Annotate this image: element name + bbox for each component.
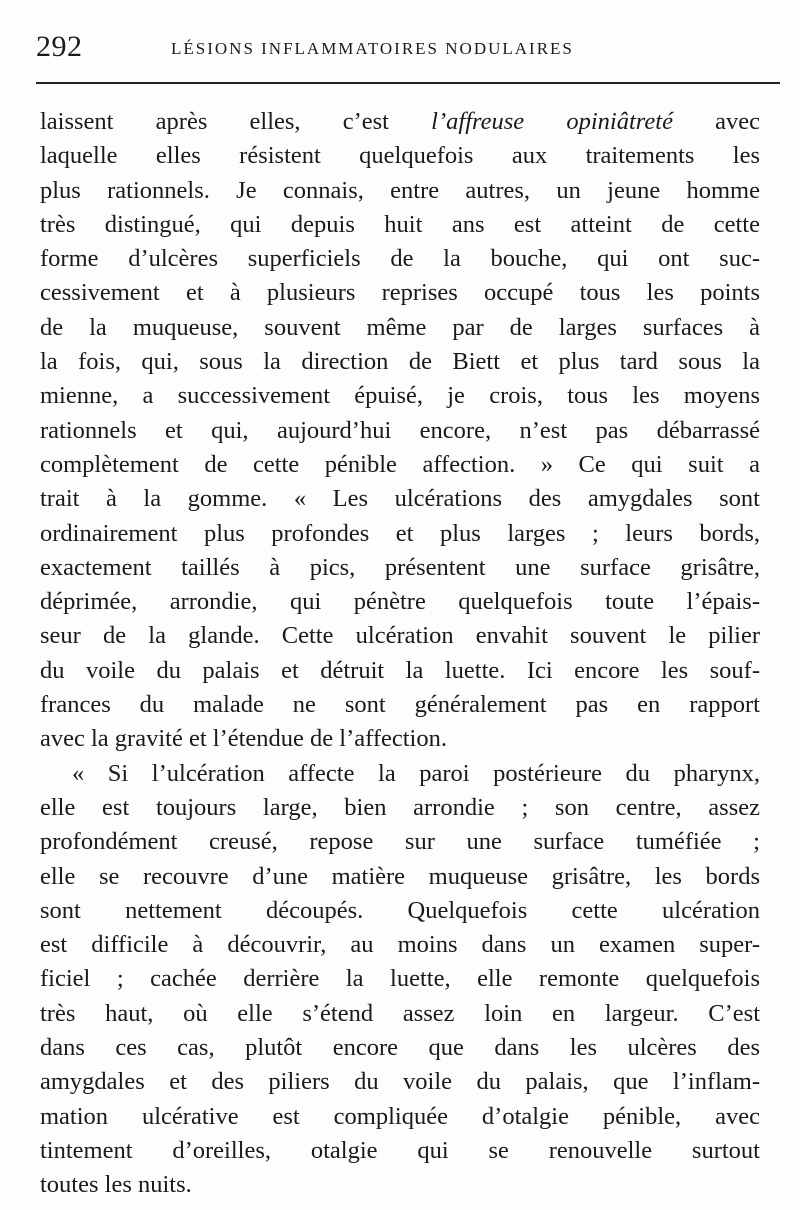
emphasis-text: l’affreuse opiniâtreté — [431, 108, 673, 135]
text-line: trait à la gomme. « Les ulcérations des amygdales sont — [40, 485, 760, 513]
text-line: tintement d’oreilles, otalgie qui se renouvelle surtout — [40, 1136, 760, 1164]
text-line: rationnels et qui, aujourd’hui encore, n’est pas débarrassé — [40, 416, 760, 444]
text-line: complètement de cette pénible affection. » Ce qui suit a — [40, 450, 760, 478]
running-head — [36, 30, 776, 70]
text-line: elle se recouvre d’une matière muqueuse grisâtre, les bords — [40, 862, 760, 890]
text-line: elle est toujours large, bien arrondie ; son centre, assez — [40, 793, 760, 821]
text-line: mienne, a successivement épuisé, je crois, tous les moyens — [40, 382, 760, 410]
text-line: toutes les nuits. — [40, 1171, 192, 1199]
text-line: profondément creusé, repose sur une surface tuméfiée ; — [40, 828, 760, 856]
text-line: ordinairement plus profondes et plus larges ; leurs bords, — [40, 519, 760, 547]
text-line: la fois, qui, sous la direction de Biett et plus tard sous la — [40, 348, 760, 376]
text-line: exactement taillés à pics, présentent une surface grisâtre, — [40, 553, 760, 581]
text-line: plus rationnels. Je connais, entre autres, un jeune homme — [40, 176, 760, 204]
text-line: ficiel ; cachée derrière la luette, elle remonte quelquefois — [40, 965, 760, 993]
text-line: amygdales et des piliers du voile du palais, que l’inflam- — [40, 1068, 760, 1096]
text-line: forme d’ulcères superficiels de la bouche, qui ont suc- — [40, 245, 760, 273]
text-line: seur de la glande. Cette ulcération envahit souvent le pilier — [40, 622, 760, 650]
text-line: mation ulcérative est compliquée d’otalgie pénible, avec — [40, 1102, 760, 1130]
running-title: LÉSIONS INFLAMMATOIRES NODULAIRES — [171, 39, 574, 58]
text-line — [40, 105, 760, 139]
page-number: 292 — [36, 30, 83, 63]
text-line: du voile du palais et détruit la luette. Ici encore les souf- — [40, 656, 760, 684]
text-segment: avec — [672, 108, 761, 135]
text-line: très distingué, qui depuis huit ans est atteint de cette — [40, 210, 760, 238]
text-line: « Si l’ulcération affecte la paroi postérieure du pharynx, — [72, 759, 760, 787]
text-line: cessivement et à plusieurs reprises occupé tous les points — [40, 279, 760, 307]
header-rule — [36, 82, 780, 84]
text-line: déprimée, arrondie, qui pénètre quelquefois toute l’épais- — [40, 588, 760, 616]
text-line: avec la gravité et l’étendue de l’affection. — [40, 725, 447, 753]
text-line: sont nettement découpés. Quelquefois cette ulcération — [40, 896, 760, 924]
text-line: frances du malade ne sont généralement pas en rapport — [40, 691, 760, 719]
text-line: est difficile à découvrir, au moins dans un examen super- — [40, 931, 760, 959]
text-line: laquelle elles résistent quelquefois aux traitements les — [40, 142, 760, 170]
text-line: dans ces cas, plutôt encore que dans les ulcères des — [40, 1034, 760, 1062]
text-segment: laissent après elles, c’est — [40, 108, 432, 135]
text-line: de la muqueuse, souvent même par de larges surfaces à — [40, 313, 760, 341]
text-line: très haut, où elle s’étend assez loin en largeur. C’est — [40, 999, 760, 1027]
body-text — [40, 105, 760, 1203]
